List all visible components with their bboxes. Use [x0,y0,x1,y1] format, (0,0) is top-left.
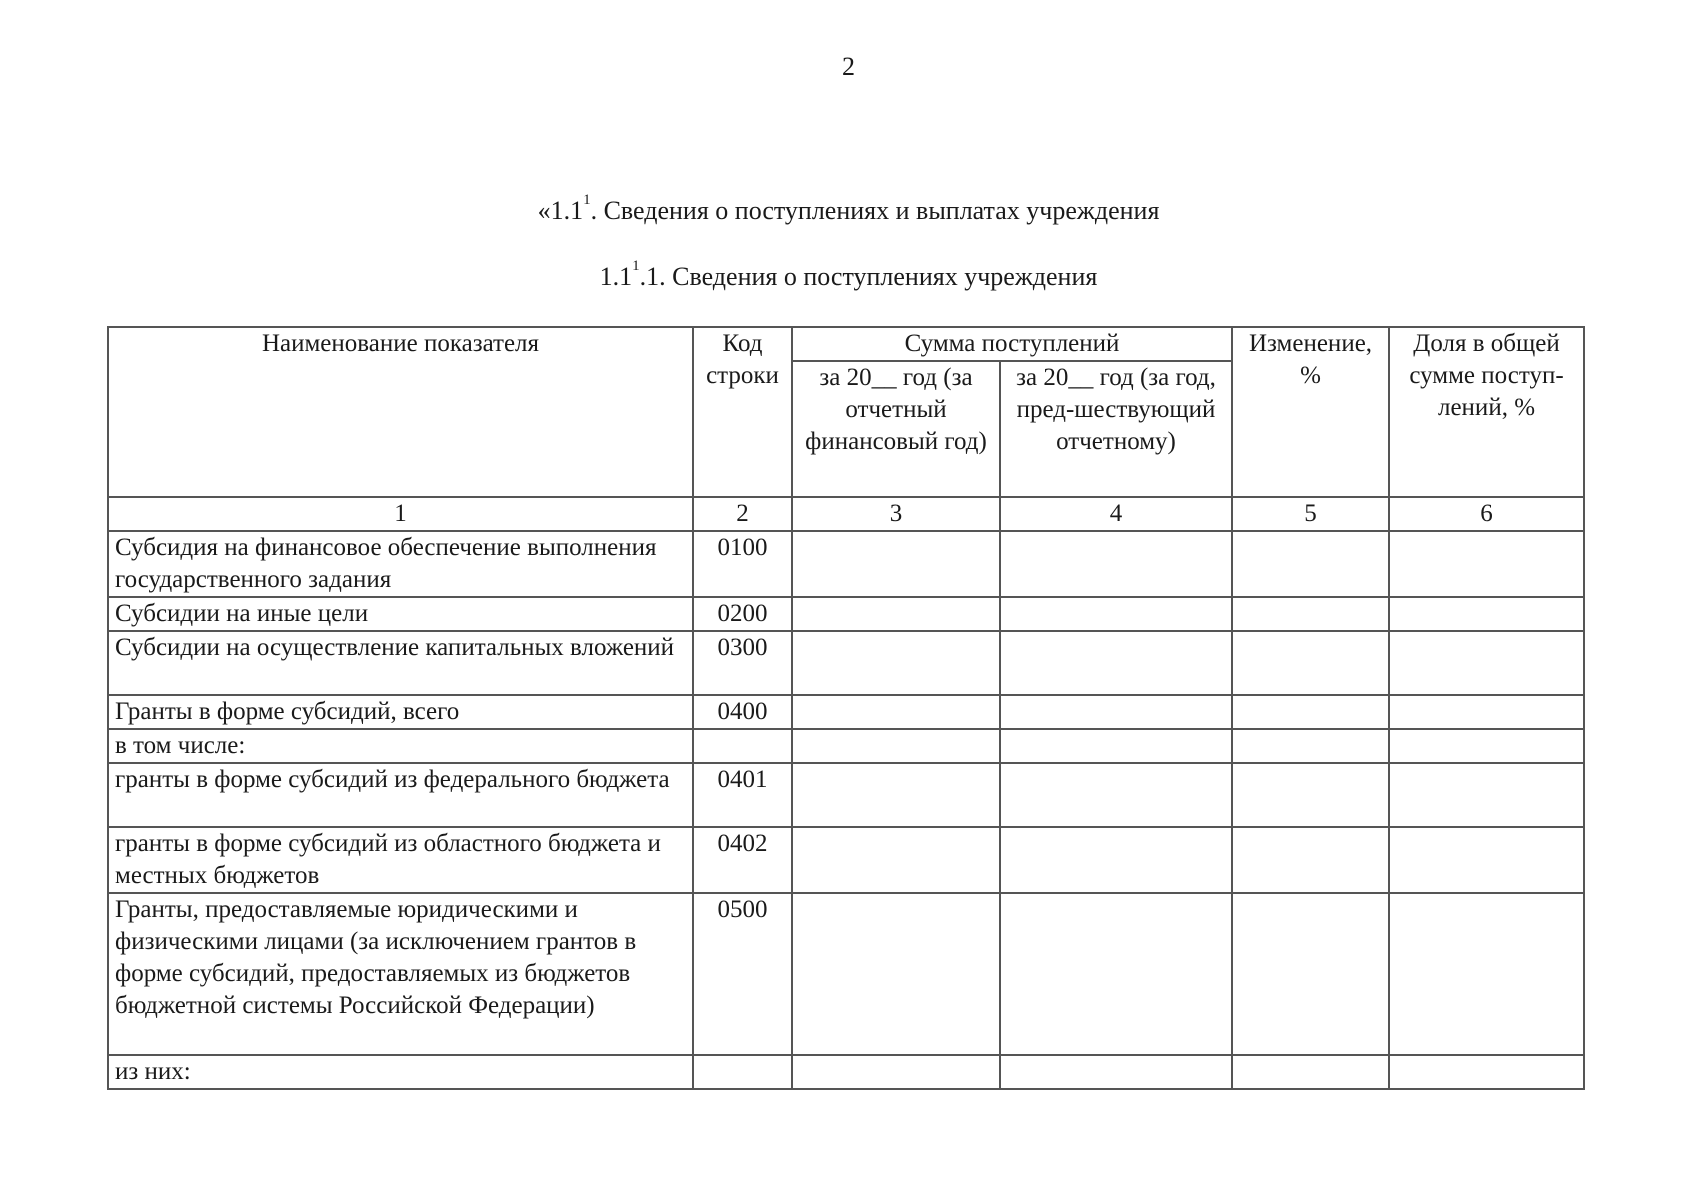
cell-year-previous[interactable] [1000,531,1232,597]
section-subtitle-superscript: 1 [632,258,640,274]
section-title-prefix: «1.1 [537,196,584,225]
header-name: Наименование показателя [108,327,693,497]
page-number: 2 [842,52,855,81]
table-row [108,729,1584,763]
table-row [108,631,1584,695]
table-row [108,695,1584,729]
row-name: из них: [108,1055,693,1089]
column-number-row [108,497,1584,531]
row-code [693,729,792,763]
cell-change[interactable] [1232,729,1389,763]
cell-year-reporting[interactable] [792,631,1000,695]
row-code [693,1055,792,1089]
cell-year-reporting[interactable] [792,763,1000,827]
column-number: 5 [1232,497,1389,531]
table-row [108,893,1584,1055]
cell-year-previous[interactable] [1000,597,1232,631]
column-number: 1 [108,497,693,531]
column-number: 2 [693,497,792,531]
cell-change[interactable] [1232,531,1389,597]
section-title-superscript: 1 [583,192,591,208]
section-subtitle-text: .1. Сведения о поступлениях учреждения [639,262,1098,291]
row-name: в том числе: [108,729,693,763]
header-share: Доля в общей сумме поступ-лений, % [1389,327,1584,497]
row-code: 0401 [693,763,792,827]
cell-change[interactable] [1232,631,1389,695]
cell-share[interactable] [1389,597,1584,631]
cell-change[interactable] [1232,1055,1389,1089]
cell-year-previous[interactable] [1000,695,1232,729]
row-name: Субсидии на иные цели [108,597,693,631]
cell-share[interactable] [1389,729,1584,763]
row-name: гранты в форме субсидий из областного бюджета и местных бюджетов [108,827,693,893]
header-change: Изменение, % [1232,327,1389,497]
cell-year-reporting[interactable] [792,893,1000,1055]
cell-year-previous[interactable] [1000,827,1232,893]
cell-change[interactable] [1232,893,1389,1055]
cell-year-previous[interactable] [1000,1055,1232,1089]
header-sum: Сумма поступлений [792,327,1232,361]
cell-share[interactable] [1389,893,1584,1055]
table-row [108,597,1584,631]
row-code: 0402 [693,827,792,893]
row-code: 0100 [693,531,792,597]
cell-share[interactable] [1389,763,1584,827]
cell-change[interactable] [1232,763,1389,827]
cell-year-previous[interactable] [1000,729,1232,763]
receipts-table [107,326,1585,1090]
cell-year-previous[interactable] [1000,631,1232,695]
row-name: гранты в форме субсидий из федерального бюджета [108,763,693,827]
row-code: 0400 [693,695,792,729]
cell-share[interactable] [1389,695,1584,729]
cell-year-previous[interactable] [1000,893,1232,1055]
cell-year-reporting[interactable] [792,531,1000,597]
section-title-text: . Сведения о поступлениях и выплатах учреждения [590,196,1160,225]
section-subtitle-prefix: 1.1 [599,262,633,291]
cell-year-reporting[interactable] [792,827,1000,893]
row-name: Субсидии на осуществление капитальных вложений [108,631,693,695]
row-code: 0500 [693,893,792,1055]
section-title [0,192,1697,226]
table-row [108,1055,1584,1089]
cell-year-previous[interactable] [1000,763,1232,827]
column-number: 4 [1000,497,1232,531]
cell-year-reporting[interactable] [792,729,1000,763]
section-subtitle [0,258,1697,292]
cell-year-reporting[interactable] [792,1055,1000,1089]
row-name: Субсидия на финансовое обеспечение выполнения государственного задания [108,531,693,597]
cell-change[interactable] [1232,695,1389,729]
row-name: Гранты в форме субсидий, всего [108,695,693,729]
table-row [108,763,1584,827]
row-code: 0200 [693,597,792,631]
table-row [108,531,1584,597]
column-number: 6 [1389,497,1584,531]
cell-share[interactable] [1389,631,1584,695]
cell-share[interactable] [1389,1055,1584,1089]
cell-change[interactable] [1232,827,1389,893]
row-name: Гранты, предоставляемые юридическими и физическими лицами (за исключением грантов в форме субсидий, предоставляемых из бюджетов бюджетной системы Российской Федерации) [108,893,693,1055]
cell-change[interactable] [1232,597,1389,631]
header-code: Код строки [693,327,792,497]
header-year-previous: за 20__ год (за год, пред-шествующий отчетному) [1000,361,1232,497]
header-year-reporting: за 20__ год (за отчетный финансовый год) [792,361,1000,497]
header-row-top [108,327,1584,361]
row-code: 0300 [693,631,792,695]
cell-share[interactable] [1389,531,1584,597]
table-row [108,827,1584,893]
cell-year-reporting[interactable] [792,695,1000,729]
column-number: 3 [792,497,1000,531]
cell-share[interactable] [1389,827,1584,893]
cell-year-reporting[interactable] [792,597,1000,631]
